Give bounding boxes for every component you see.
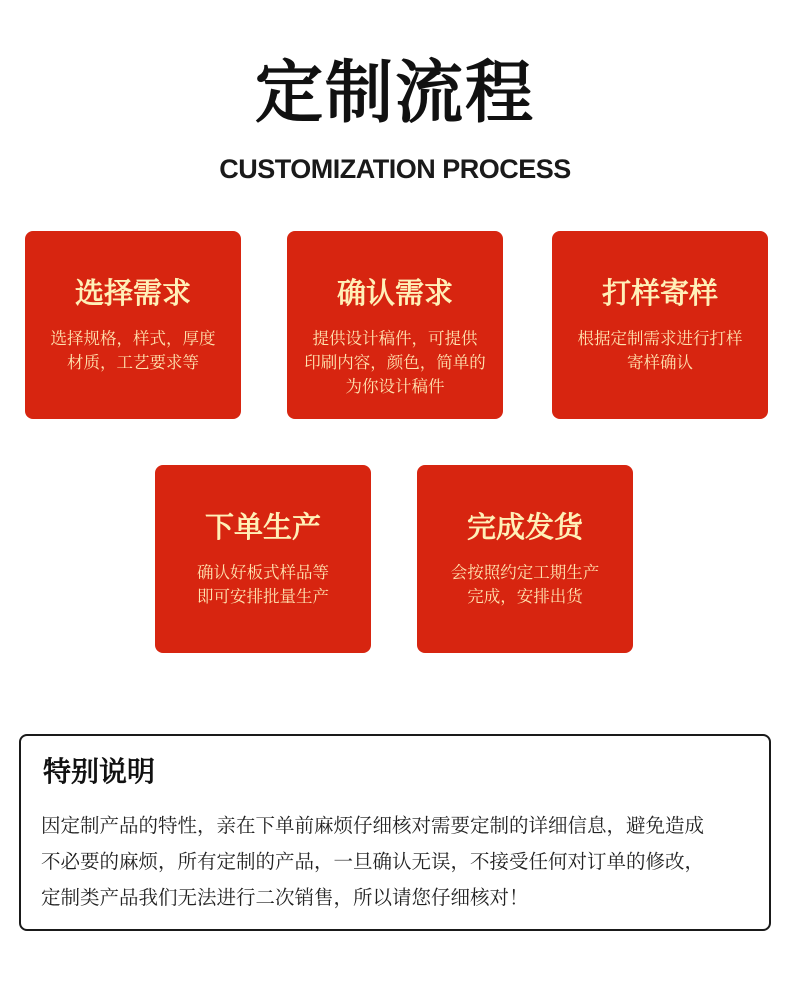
special-notice-box bbox=[19, 734, 771, 931]
notice-title: 特别说明 bbox=[43, 755, 156, 788]
page-title: 定制流程 bbox=[254, 54, 535, 133]
step-description: 选择规格，样式，厚度 材质，工艺要求等 bbox=[50, 329, 216, 372]
step-title: 确认需求 bbox=[336, 276, 453, 310]
page-subtitle: CUSTOMIZATION PROCESS bbox=[219, 154, 571, 184]
notice-body: 因定制产品的特性，亲在下单前麻烦仔细核对需要定制的详细信息，避免造成 不必要的麻烦，所有定制的产品，一旦确认无误，不接受任何对订单的修改， 定制类产品我们无法进行二次销售，所以请您仔细核对！ bbox=[41, 814, 705, 909]
step-title: 完成发货 bbox=[466, 510, 583, 544]
step-description: 确认好板式样品等 即可安排批量生产 bbox=[197, 563, 329, 606]
step-card-shipping bbox=[417, 465, 633, 653]
step-title: 选择需求 bbox=[74, 276, 191, 310]
step-card-sampling bbox=[552, 231, 768, 419]
step-card-select-requirements bbox=[25, 231, 241, 419]
step-description: 会按照约定工期生产 完成，安排出货 bbox=[450, 563, 600, 606]
step-title: 打样寄样 bbox=[601, 276, 718, 310]
step-title: 下单生产 bbox=[204, 510, 321, 544]
step-description: 根据定制需求进行打样 寄样确认 bbox=[577, 329, 743, 372]
step-description: 提供设计稿件，可提供 印刷内容，颜色，简单的 为你设计稿件 bbox=[304, 329, 486, 396]
step-card-confirm-requirements bbox=[287, 231, 503, 419]
step-card-production bbox=[155, 465, 371, 653]
